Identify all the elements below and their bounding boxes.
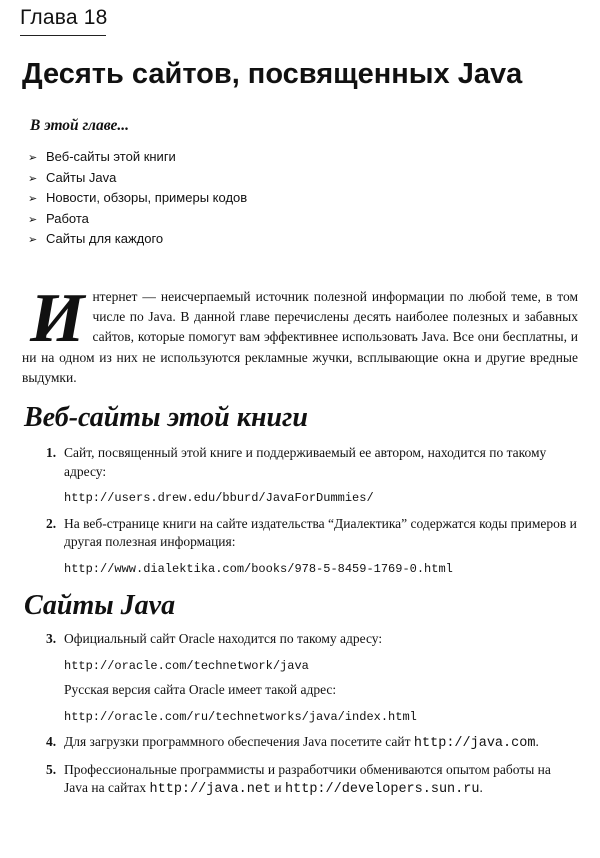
section-title-book-sites: Веб-сайты этой книги [24, 402, 308, 433]
item-number: 2. [46, 515, 57, 531]
list-item [46, 444, 578, 508]
item-number: 3. [46, 631, 57, 646]
intro-paragraph [22, 280, 578, 388]
topic-item [28, 229, 247, 250]
book-sites-list [46, 444, 578, 585]
arrow-bullet-icon: ➢ [28, 152, 38, 164]
list-item [46, 761, 578, 800]
item-subtext: Русская версия сайта Oracle имеет такой адрес: [64, 682, 337, 697]
item-text [64, 733, 578, 754]
item-number: 1. [46, 445, 57, 460]
chapter-rule [20, 35, 106, 36]
chapter-label: Глава 18 [20, 6, 108, 29]
item-sub-url[interactable]: http://oracle.com/ru/technetworks/java/index.html [64, 709, 417, 724]
list-item [46, 515, 578, 579]
arrow-bullet-icon: ➢ [28, 172, 38, 185]
item-number: 4. [46, 734, 57, 749]
arrow-bullet-icon: ➢ [28, 193, 38, 206]
list-item [46, 630, 578, 726]
topic-label: Работа [46, 210, 89, 226]
topic-label: Веб-сайты этой книги [46, 149, 176, 164]
item-text: На веб-странице книги на сайте издательства “Диалектика” содержатся коды примеров и другая полезная информация: [64, 515, 577, 549]
topic-label: Новости, обзоры, примеры кодов [46, 190, 248, 206]
topic-label: Сайты для каждого [46, 231, 164, 247]
topic-item [28, 168, 247, 189]
section-title-java-sites: Сайты Java [24, 590, 176, 621]
item-text: Сайт, посвященный этой книге и поддерживаемый ее автором, находится по такому адресу: [64, 445, 547, 479]
item-text-part: и [271, 780, 286, 795]
topic-item [28, 147, 247, 168]
chapter-topics-list [28, 147, 247, 250]
item-text-part: Для загрузки программного обеспечения Java посетите сайт [64, 734, 414, 749]
arrow-bullet-icon: ➢ [28, 234, 38, 247]
list-item [46, 733, 578, 754]
item-url[interactable]: http://oracle.com/technetwork/java [64, 658, 309, 673]
item-text-part: . [535, 734, 539, 749]
inline-link[interactable]: http://developers.sun.ru [285, 782, 480, 797]
arrow-bullet-icon: ➢ [28, 213, 38, 226]
item-url[interactable]: http://users.drew.edu/bburd/JavaForDummies/ [64, 491, 374, 505]
topic-label: Сайты Java [46, 169, 117, 185]
item-text [64, 761, 578, 800]
in-chapter-heading: В этой главе... [30, 117, 130, 134]
inline-link[interactable]: http://java.net [149, 782, 272, 797]
inline-link[interactable]: http://java.com [413, 736, 536, 751]
item-text-part: Профессиональные программисты и разработчики обмениваются опытом работы на Java на сайтах [64, 761, 551, 795]
topic-item [28, 209, 247, 230]
item-text-part: . [479, 780, 483, 795]
item-number: 5. [46, 761, 57, 777]
item-url[interactable]: http://www.dialektika.com/books/978-5-8459-1769-0.html [64, 561, 453, 576]
drop-cap: И [30, 280, 85, 357]
item-text: Официальный сайт Oracle находится по такому адресу: [64, 631, 383, 646]
topic-item [28, 188, 247, 209]
java-sites-list [46, 630, 578, 807]
intro-text: нтернет — неисчерпаемый источник полезной информации по любой теме, в том числе по Java. В данной главе перечислены десять наиболее полезных и забавных сайтов, которые помогут вам эффективнее использовать Java. Все они бесплатны, и ни на одном из них не используются рекламные жучки, всплывающие окна и другие вредные выдумки. [22, 289, 578, 385]
chapter-title: Десять сайтов, посвященных Java [22, 58, 523, 90]
